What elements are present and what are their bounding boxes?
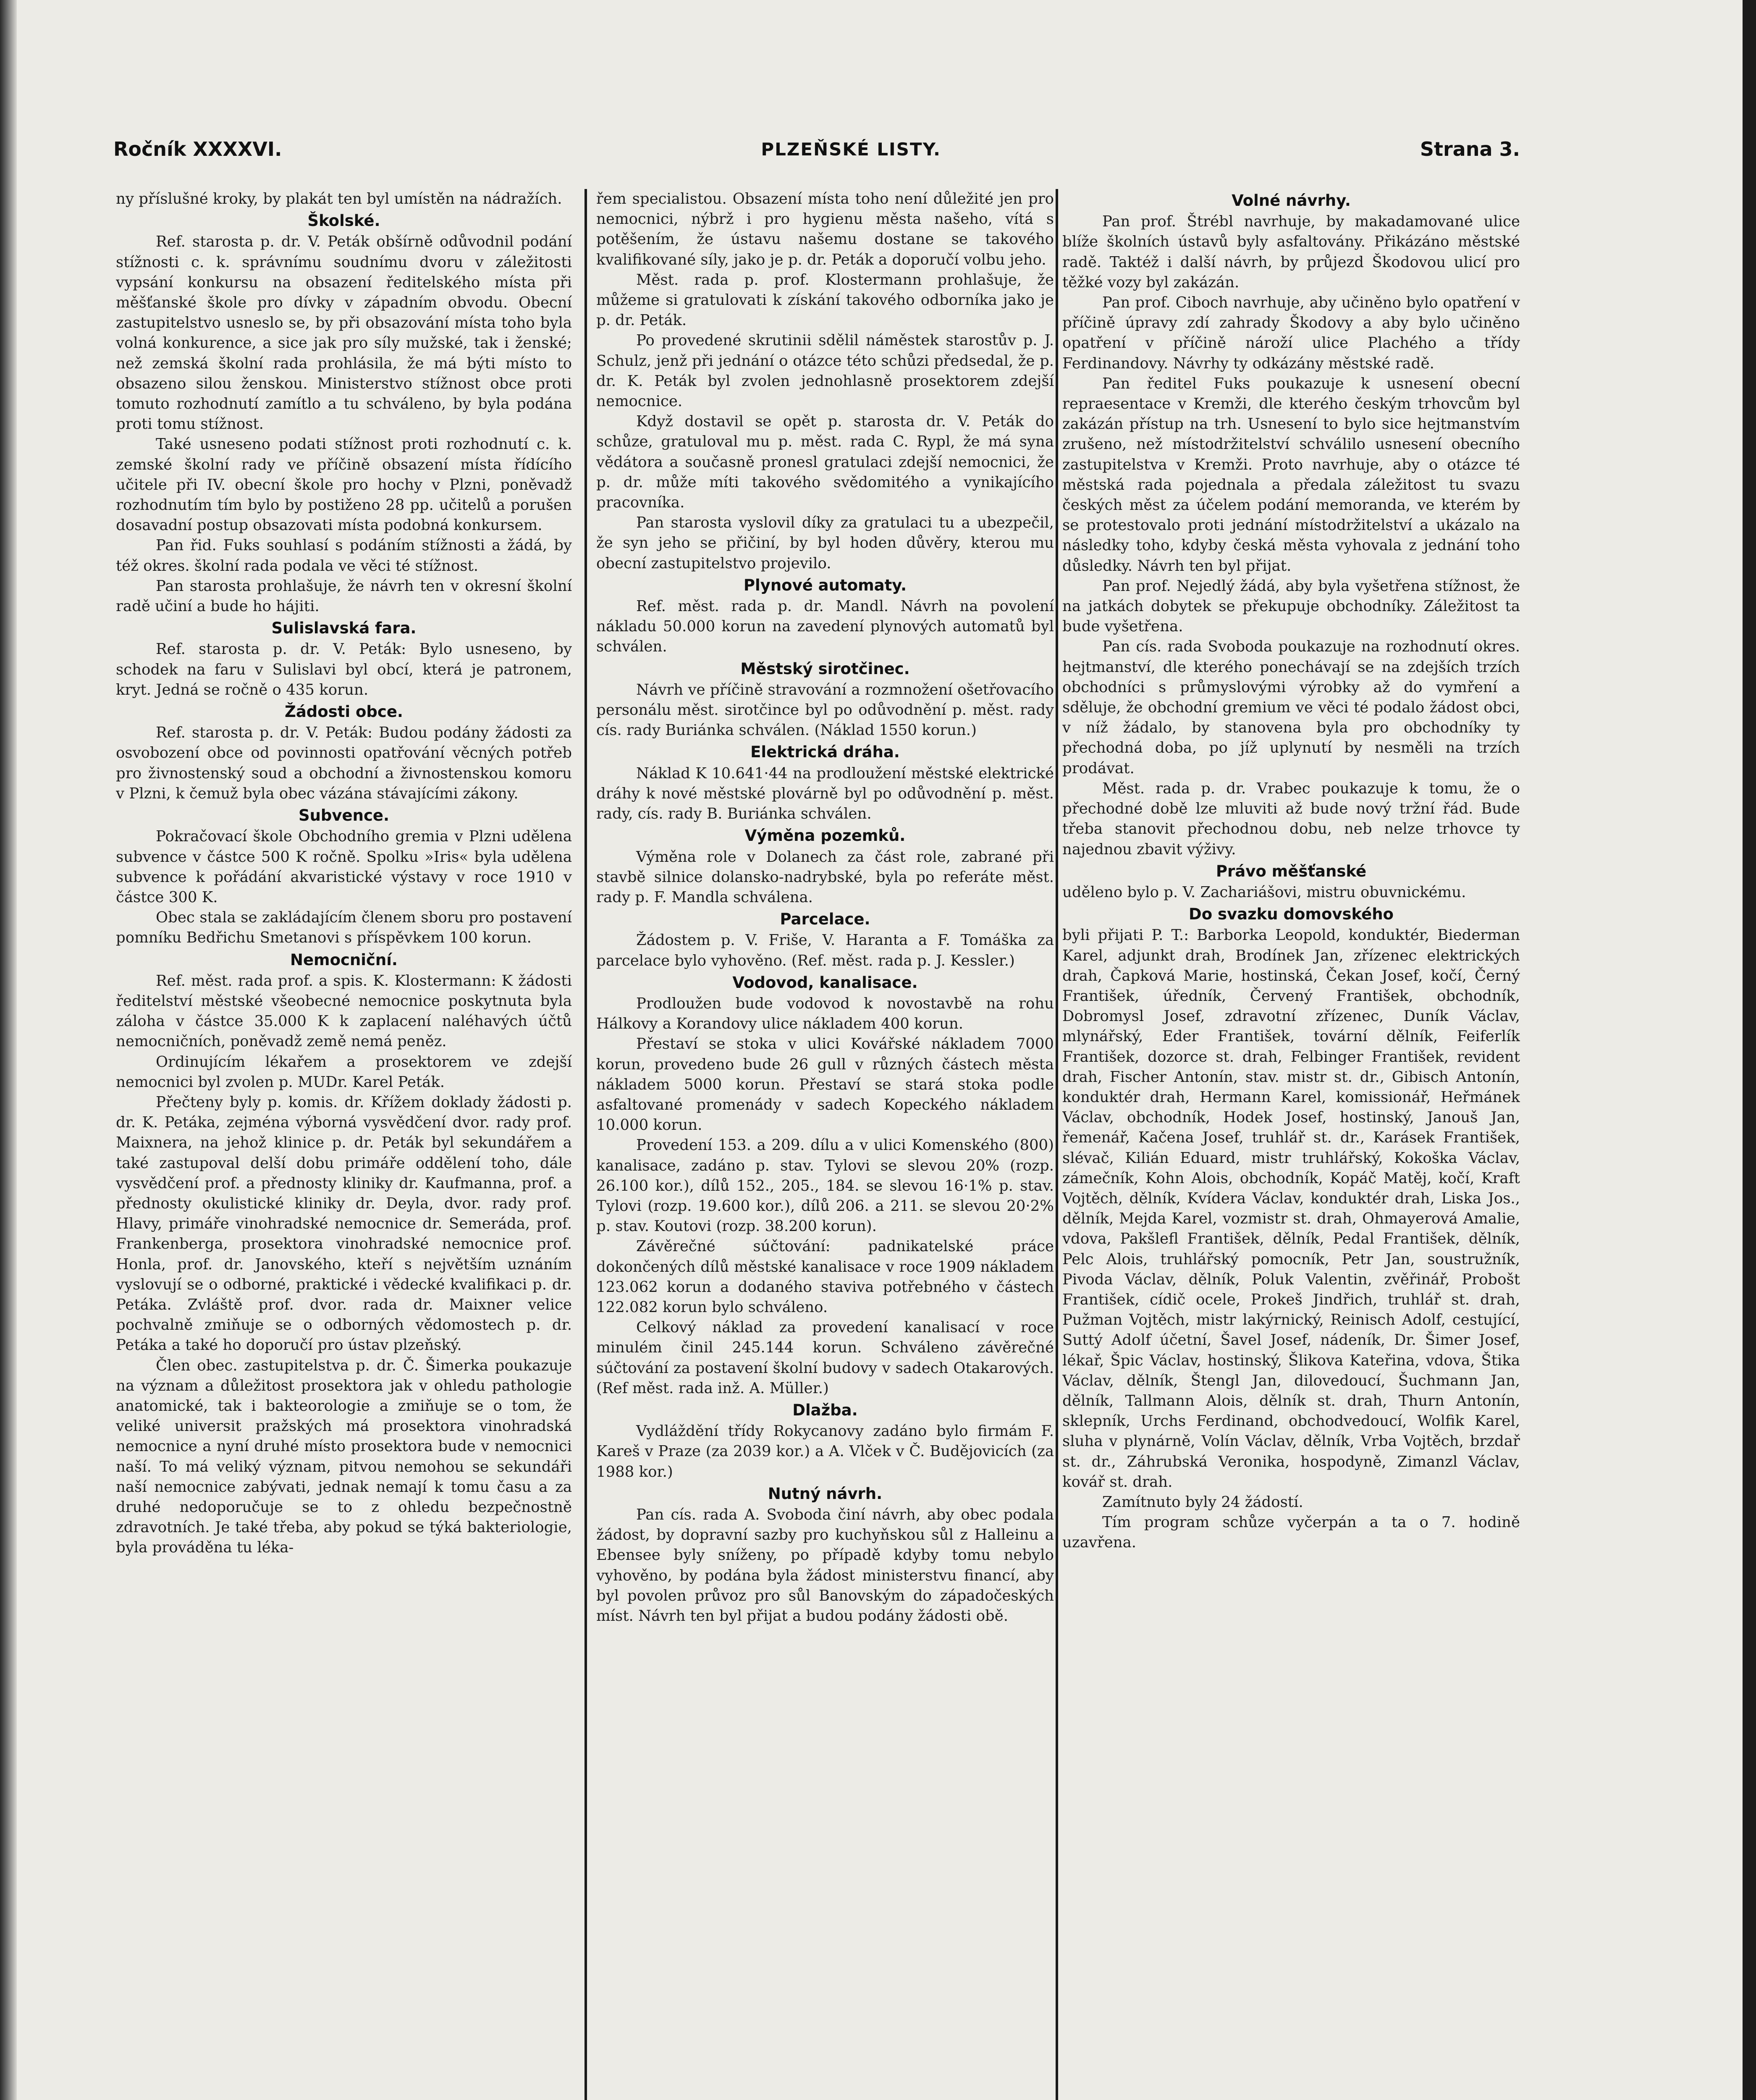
paragraph: Pan ředitel Fuks poukazuje k usnesení obecní repraesentace v Kremži, dle kterého českým trhovcům byl zakázán přístup na trh. Usnesení to bylo sice hejtmanstvím zrušeno, než místodržitelství schválilo usnesení obecního zastupitelstva v Kremži. Proto navrhuje, aby o otázce té městská rada pojednala a předala záležitost tu svazu českých měst za účelem podání memoranda, ve kterém by se protestovalo proti jednání místodržitelství a ukázalo na následky toho, kdyby česká města vyhovala z jednání toho důsledky. Návrh ten byl přijat. xyxy=(1062,375,1520,575)
paragraph: Ref. starosta p. dr. V. Peták: Budou podány žádosti za osvobození obce od povinnosti opatřování věcných potřeb pro živnostenský soud a obchodní a živnostenskou komoru v Plzni, k čemuž byla obec vázána stávajícími zákony. xyxy=(116,724,572,802)
section-heading: Městský sirotčinec. xyxy=(740,659,910,678)
column-1 xyxy=(116,189,572,2100)
section-heading: Nemocniční. xyxy=(290,950,398,969)
paragraph: Pan prof. Nejedlý žádá, aby byla vyšetřena stížnost, že na jatkách dobytek se překupuje obchodníky. Záležitost ta bude vyšetřena. xyxy=(1062,577,1520,635)
paragraph: Když dostavil se opět p. starosta dr. V. Peták do schůze, gratuloval mu p. měst. rada C. Rypl, že má syna vědátora a současně pronesl gratulaci zdejší nemocnici, že p. dr. může míti takového svědomitého a vynikajícího pracovníka. xyxy=(596,413,1054,512)
paragraph: Provedení 153. a 209. dílu a v ulici Komenského (800) kanalisace, zadáno p. stav. Tylovi se slevou 20% (rozp. 26.100 kor.), dílů 152., 205., 184. se slevou 16·1% p. stav. Tylovi (rozp. 19.600 kor.), dílů 206. a 211. se slevou 20·2% p. stav. Koutovi (rozp. 38.200 korun). xyxy=(596,1137,1054,1235)
paragraph: Pan prof. Ciboch navrhuje, aby učiněno bylo opatření v příčině úpravy zdí zahrady Škodovy a aby bylo učiněno opatření v příčině nároží ulice Plachého a třídy Ferdinandovy. Návrhy ty odkázány městské radě. xyxy=(1062,294,1520,372)
section-heading: Školské. xyxy=(307,212,380,230)
section-heading: Sulislavská fara. xyxy=(271,619,417,638)
paragraph: Přečteny byly p. komis. dr. Křížem doklady žádosti p. dr. K. Petáka, zejména výborná vysvědčení dvor. rady prof. Maixnera, na jehož klinice p. dr. Peták byl sekundářem a také zastupoval delší dobu primáře oddělení toho, dále vysvědčení prof. a přednosty kliniky dr. Kaufmanna, prof. a přednosty okulistické kliniky dr. Deyla, dvor. rady prof. Hlavy, primáře vinohradské nemocnice dr. Semeráda, prof. Frankenberga, prosektora vinohradské nemocnice prof. Honla, prof. dr. Janovského, kteří s největším uznáním vyslovují se o odborné, praktické i vědecké kvalifikaci p. dr. Petáka. Zvláště prof. dvor. rada dr. Maixner velice pochvalně zmiňuje se o odborných vědomostech p. dr. Petáka a také ho doporučí pro ústav plzeňský. xyxy=(116,1093,572,1354)
paragraph: Měst. rada p. prof. Klostermann prohlašuje, že můžeme si gratulovati k získání takového odborníka jako je p. dr. Peták. xyxy=(596,271,1054,329)
section-heading: Subvence. xyxy=(298,806,390,825)
paragraph: uděleno bylo p. V. Zachariášovi, mistru obuvnickému. xyxy=(1062,883,1466,901)
paragraph: Zamítnuto byly 24 žádostí. xyxy=(1102,1494,1303,1511)
column-2 xyxy=(596,189,1054,2100)
paragraph: Návrh ve příčině stravování a rozmnožení ošetřovacího personálu měst. sirotčince byl po odůvodnění p. měst. rady cís. rady Buriánka schválen. (Náklad 1550 korun.) xyxy=(596,681,1054,739)
paragraph: Ref. starosta p. dr. V. Peták: Bylo usneseno, by schodek na faru v Sulislavi byl obcí, která je patronem, kryt. Jedná se ročně o 435 korun. xyxy=(116,640,572,698)
newspaper-title: PLZEŇSKÉ LISTY. xyxy=(761,139,941,160)
section-heading: Dlažba. xyxy=(792,1401,858,1419)
paragraph: Prodloužen bude vodovod k novostavbě na rohu Hálkovy a Korandovy ulice nákladem 400 korun. xyxy=(596,995,1054,1033)
paragraph: Člen obec. zastupitelstva p. dr. Č. Šimerka poukazuje na význam a důležitost prosektora jak v ohledu pathologie anatomické, tak i bakteorologie a zmiňuje se o tom, že veliké universit pražských má prosektora vinohradská nemocnice a nyní druhé místo prosektora bude v nemocnici naší. To má veliký význam, pitvou nemohou se sekundáři naší nemocnice zabývati, jednak nemají k tomu času a za druhé nedoporučuje se to z ohledu bezpečnostně zdravotních. Je také třeba, aby pokud se týká bakteriologie, byla prováděna tu léka- xyxy=(116,1357,572,1557)
page-number: Strana 3. xyxy=(1420,138,1520,160)
paragraph: Měst. rada p. dr. Vrabec poukazuje k tomu, že o přechodné době lze mluviti až bude nový tržní řád. Bude třeba stanovit přechodnou dobu, neb nelze trhovce ty najednou zbavit výživy. xyxy=(1062,780,1520,858)
page-header xyxy=(113,130,1520,168)
volume-label: Ročník XXXXVI. xyxy=(113,138,282,160)
paragraph: řem specialistou. Obsazení místa toho není důležité jen pro nemocnici, nýbrž i pro hygienu města našeho, vítá s potěšením, že ústavu našemu dostane se takového kvalifikované síly, jako je p. dr. Peták a doporučí volbu jeho. xyxy=(596,190,1054,268)
paragraph: Také usneseno podati stížnost proti rozhodnutí c. k. zemské školní rady ve příčině obsazení místa řídícího učitele při IV. obecní škole pro hochy v Plzni, poněvadž rozhodnutím tím bylo by postiženo 28 pp. učitelů a porušen dosavadní postup obsazovati místa podobná konkursem. xyxy=(116,436,572,534)
paragraph: Celkový náklad za provedení kanalisací v roce minulém činil 245.144 korun. Schváleno závěrečné súčtování za postavení školní budovy v sadech Otakarových. (Ref měst. rada inž. A. Müller.) xyxy=(596,1319,1054,1397)
paragraph: Výměna role v Dolanech za část role, zabrané při stavbě silnice dolansko-nadrybské, byla po referáte měst. rady p. F. Mandla schválena. xyxy=(596,848,1054,906)
paragraph: Ref. starosta p. dr. V. Peták obšírně odůvodnil podání stížnosti c. k. správnímu soudnímu dvoru v záležitosti vypsání konkursu na obsazení ředitelského místa při měšťanské škole pro dívky v západním obvodu. Obecní zastupitelstvo usneslo se, by při obsazování místa toho byla volná konkurence, a sice jak pro síly mužské, tak i ženské; než zemská školní rada prohlásila, že má býti místo to obsazeno silou ženskou. Ministerstvo stížnost obce proti tomuto rozhodnutí zamítlo a tu schváleno, by byla podána proti tomu stížnost. xyxy=(116,233,572,433)
section-heading: Volné návrhy. xyxy=(1232,192,1351,210)
section-heading: Výměna pozemků. xyxy=(744,827,906,845)
section-heading: Plynové automaty. xyxy=(743,576,907,594)
paragraph: Pan prof. Štrébl navrhuje, by makadamované ulice blíže školních ústavů byly asfaltovány. Přikázáno městské radě. Taktéž i další návrh, by průjezd Škodovou ulicí pro těžké vozy byl zakázán. xyxy=(1062,213,1520,291)
paragraph: Po provedené skrutinii sdělil náměstek starostův p. J. Schulz, jenž při jednání o otázce této schůzi předsedal, že p. dr. K. Peták byl zvolen jednohlasně prosektorem zdejší nemocnice. xyxy=(596,332,1054,410)
column-divider xyxy=(1056,189,1058,2100)
paragraph: Ref. měst. rada prof. a spis. K. Klostermann: K žádosti ředitelství městské všeobecné nemocnice poskytnuta byla záloha v částce 35.000 K k zaplacení naléhavých účtů nemocničních, poněvadž země nemá peněz. xyxy=(116,972,572,1050)
paragraph: Žádostem p. V. Friše, V. Haranta a F. Tomáška za parcelace bylo vyhověno. (Ref. měst. rada p. J. Kessler.) xyxy=(596,932,1054,969)
paragraph: Pokračovací škole Obchodního gremia v Plzni udělena subvence v částce 500 K ročně. Spolku »Iris« byla udělena subvence k pořádání akvaristické výstavy v roce 1910 v částce 300 K. xyxy=(116,828,572,906)
paragraph: Pan starosta vyslovil díky za gratulaci tu a ubezpečil, že syn jeho se přičiní, by byl hoden důvěry, kterou mu obecní zastupitelstvo projevilo. xyxy=(596,514,1054,572)
column-3 xyxy=(1062,189,1520,2100)
section-heading: Do svazku domovského xyxy=(1189,905,1394,924)
paragraph: Pan starosta prohlašuje, že návrh ten v okresní školní radě učiní a bude ho hájiti. xyxy=(116,577,572,615)
paragraph: ny příslušné kroky, by plakát ten byl umístěn na nádražích. xyxy=(116,190,562,207)
section-heading: Právo měšťanské xyxy=(1216,862,1367,880)
section-heading: Vodovod, kanalisace. xyxy=(732,973,918,992)
paragraph: Závěrečné súčtování: padnikatelské práce dokončených dílů městské kanalisace v roce 1909 nákladem 123.062 korun a dodaného stavivа potřebného v částech 122.082 korun bylo schváleno. xyxy=(596,1238,1054,1316)
section-heading: Žádosti obce. xyxy=(285,703,403,721)
section-heading: Nutný návrh. xyxy=(768,1484,883,1503)
paragraph: Ref. měst. rada p. dr. Mandl. Návrh na povolení nákladu 50.000 korun na zavedení plynových automatů byl schválen. xyxy=(596,598,1054,656)
paragraph: Ordinujícím lékařem a prosektorem ve zdejší nemocnici byl zvolen p. MUDr. Karel Peták. xyxy=(116,1053,572,1091)
paragraph: Náklad K 10.641·44 na prodloužení městské elektrické dráhy k nové městské plovárně byl po odůvodnění p. měst. rady, cís. rady B. Buriánka schválen. xyxy=(596,764,1054,823)
paragraph: Tím program schůze vyčerpán a ta o 7. hodině uzavřena. xyxy=(1062,1514,1520,1551)
paragraph: Pan řid. Fuks souhlasí s podáním stížnosti a žádá, by též okres. školní rada podala ve věci té stížnost. xyxy=(116,537,572,575)
column-divider xyxy=(584,189,587,2100)
paragraph: Pan cís. rada Svoboda poukazuje na rozhodnutí okres. hejtmanství, dle kterého ponechávají se na zdejších trzích obchodníci s průmyslovými výrobky až do vymření a sděluje, že obchodní gremium ve věci té podalo žádost obci, v níž žádalo, by stanovena byla pro obchodníky ty přechodná doba, po jíž uplynutí by nesměli na trzích prodávat. xyxy=(1062,638,1520,777)
paragraph: byli přijati P. T.: Barborka Leopold, konduktér, Biederman Karel, adjunkt drah, Brodínek Jan, zřízenec elektrických drah, Čapková Marie, hostinská, Čekan Josef, kočí, Černý František, úředník, Červený František, obchodník, Dobromysl Josef, zdravotní zřízenec, Duník Václav, mlynářský, Eder František, tovární dělník, Feiferlík František, dozorce st. drah, Felbinger František, revident drah, Fischer Antonín, stav. mistr st. dr., Gibisch Antonín, konduktér drah, Hermann Karel, komissionář, Heřmánek Václav, obchodník, Hodek Josef, hostinský, Janouš Jan, řemenář, Kačena Josef, truhlář st. dr., Karásek František, slévač, Kilián Eduard, mistr truhlářský, Kokoška Václav, zámečník, Kohn Alois, obchodník, Kopáč Matěj, kočí, Kraft Vojtěch, dělník, Kvídera Václav, konduktér drah, Liska Jos., dělník, Mejda Karel, vozmistr st. drah, Ohmayerová Amalie, vdova, Pakšlefl František, dělník, Pedal František, dělník, Pelc Alois, truhlářský pomocník, Petr Jan, soustružník, Pivoda Václav, dělník, Poluk Valentin, zvěřinář, Probošt František, cídič ocele, Prokeš Jindřich, truhlář st. drah, Pužman Vojtěch, mistr lakýrnický, Reinisch Adolf, cestující, Suttý Adolf účetní, Šavel Josef, nádeník, Dr. Šimer Josef, lékař, Špic Václav, hostinský, Šlikova Kateřina, vdova, Štika Václav, dělník, Štengl Jan, dilovedoucí, Šuchmann Jan, dělník, Tallmann Alois, dělník st. drah, Thurn Antonín, sklepník, Urchs Ferdinand, obchodvedoucí, Wolfik Karel, sluha v plynárně, Volín Václav, dělník, Vrba Vojtěch, brzdař st. dr., Záhrubská Veronika, hospodyně, Zimanzl Václav, kovář st. drah. xyxy=(1062,927,1520,1491)
scan-edge xyxy=(0,0,17,2100)
paragraph: Obec stala se zakládajícím členem sboru pro postavení pomníku Bedřichu Smetanovi s příspěvkem 100 korun. xyxy=(116,909,572,947)
paragraph: Pan cís. rada A. Svoboda činí návrh, aby obec podala žádost, by dopravní sazby pro kuchyňskou sůl z Halleinu a Ebensee byly sníženy, po případě kdyby tomu nebylo vyhověno, by podána byla žádost ministerstvu financí, aby byl povolen průvoz pro sůl Banovským do západočeských míst. Návrh ten byl přijat a budou podány žádosti obě. xyxy=(596,1506,1054,1625)
section-heading: Parcelace. xyxy=(780,910,870,929)
paragraph: Přestaví se stoka v ulici Kovářské nákladem 7000 korun, provedeno bude 26 gull v různých částech města nákladem 5000 korun. Přestaví se stará stoka podle asfaltované promenády v sadech Kopeckého nákladem 10.000 korun. xyxy=(596,1035,1054,1134)
section-heading: Elektrická dráha. xyxy=(750,743,900,761)
paragraph: Vydláždění třídy Rokycanovy zadáno bylo firmám F. Kareš v Praze (za 2039 kor.) a A. Vlček v Č. Budějovicích (za 1988 kor.) xyxy=(596,1423,1054,1480)
